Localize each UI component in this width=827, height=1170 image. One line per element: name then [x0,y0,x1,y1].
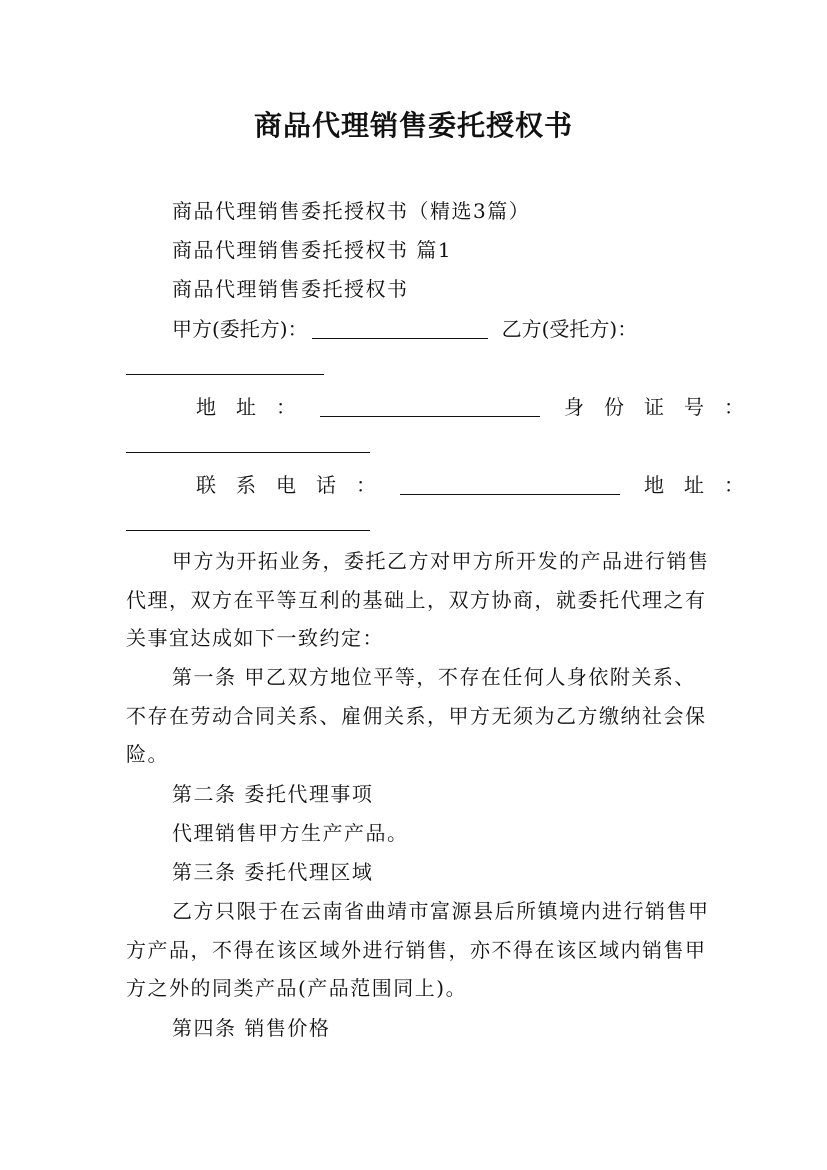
article-3-body: 乙方只限于在云南省曲靖市富源县后所镇境内进行销售甲方产品，不得在该区域外进行销售，亦不得在该区域内销售甲方之外的同类产品(产品范围同上)。 [126,899,710,1000]
address-label: 地址： [196,394,316,419]
intro-line-2: 商品代理销售委托授权书 篇1 [172,238,453,262]
address2-blank [126,530,370,531]
id-number-blank [126,452,370,453]
article-4-heading: 第四条 销售价格 [172,1016,331,1040]
article-2-heading: 第二条 委托代理事项 [172,782,374,806]
address-row [126,386,776,424]
article-2-body: 代理销售甲方生产产品。 [172,821,409,845]
party-b-label: 乙方(受托方)： [501,316,638,341]
intro-line-1: 商品代理销售委托授权书（精选3篇） [172,199,531,223]
phone-blank [400,472,620,495]
party-a-blank [312,316,488,339]
article-3-heading: 第三条 委托代理区域 [172,860,374,884]
party-row [126,308,752,346]
party-b-blank [126,374,324,375]
paragraph-purpose: 甲方为开拓业务，委托乙方对甲方所开发的产品进行销售代理，双方在平等互利的基础上，双方协商，就委托代理之有关事宜达成如下一致约定： [126,549,710,650]
intro-line-3: 商品代理销售委托授权书 [172,277,409,301]
phone-row [126,464,776,502]
id-number-label: 身份证号： [564,394,764,419]
phone-label: 联系电话： [196,472,396,497]
party-a-label: 甲方(委托方)： [172,316,308,341]
address2-label: 地址： [644,472,764,497]
article-1: 第一条 甲乙双方地位平等，不存在任何人身依附关系、不存在劳动合同关系、雇佣关系，甲方无须为乙方缴纳社会保险。 [126,665,707,766]
address-blank [320,394,540,417]
document-title: 商品代理销售委托授权书 [253,109,573,142]
